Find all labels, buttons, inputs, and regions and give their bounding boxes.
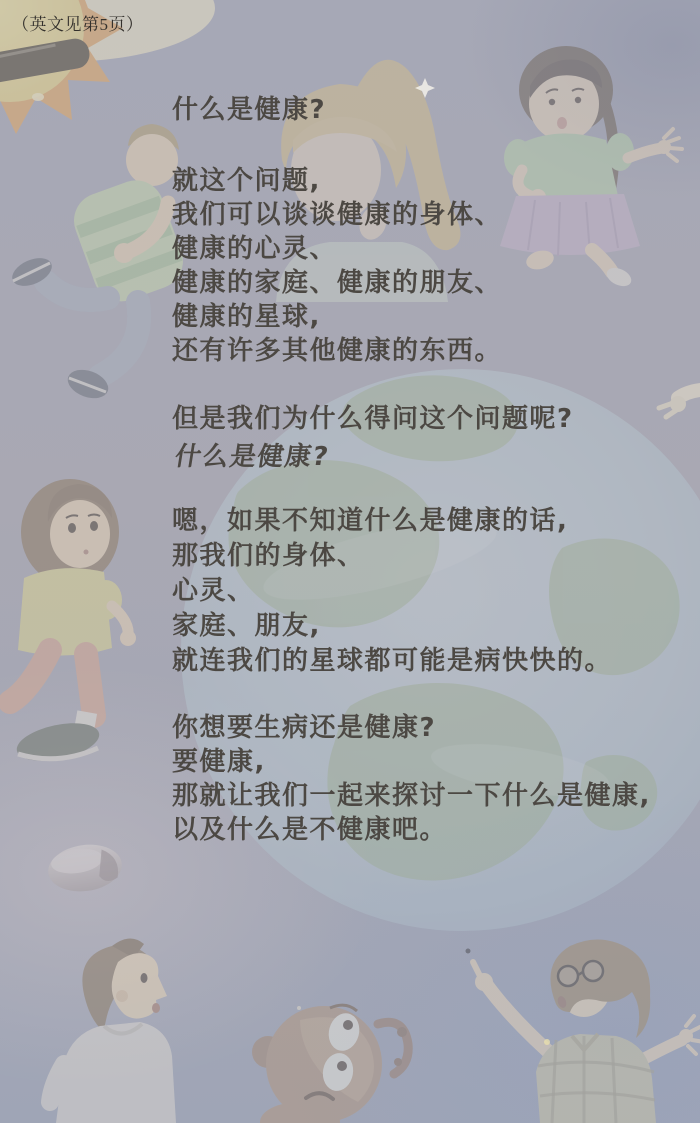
pointing-hand-illustration bbox=[659, 390, 700, 417]
text-line: 那我们的身体、 bbox=[172, 541, 365, 571]
text-line: 就连我们的星球都可能是病快快的。 bbox=[172, 646, 613, 676]
floating-girl-yellow-illustration bbox=[10, 479, 136, 767]
text-line: 我们可以谈谈健康的身体、 bbox=[172, 200, 503, 230]
floating-boy-white-illustration bbox=[50, 938, 176, 1123]
text-line: 就这个问题, bbox=[172, 166, 321, 196]
text-line: 心灵、 bbox=[172, 576, 255, 606]
text-line: 嗯，如果不知道什么是健康的话, bbox=[172, 506, 569, 536]
text-line: 那就让我们一起来探讨一下什么是健康, bbox=[172, 781, 651, 811]
paragraph-if-unknown bbox=[172, 504, 612, 679]
text-line: 家庭、朋友, bbox=[172, 611, 321, 641]
floating-boy-striped-illustration bbox=[8, 124, 191, 403]
paragraph-conclusion bbox=[172, 711, 651, 847]
text-line: 还有许多其他健康的东西。 bbox=[172, 336, 503, 366]
floating-boy-plaid-illustration bbox=[466, 939, 700, 1123]
text-line: 什么是健康? bbox=[172, 95, 327, 125]
creature-illustration bbox=[252, 1005, 408, 1123]
meteor-illustration bbox=[45, 840, 125, 896]
page-note: （英文见第5页） bbox=[12, 15, 144, 34]
paragraph-why-ask bbox=[172, 400, 574, 476]
floating-girl-green-illustration bbox=[500, 46, 682, 290]
text-line: 你想要生病还是健康? bbox=[172, 713, 437, 743]
text-line: 但是我们为什么得问这个问题呢? bbox=[172, 404, 574, 434]
text-line-italic: 什么是健康? bbox=[172, 442, 332, 472]
paragraph-title-question bbox=[172, 93, 326, 128]
text-line: 健康的星球, bbox=[172, 302, 321, 332]
text-line: 要健康, bbox=[172, 747, 266, 777]
text-line: 健康的心灵、 bbox=[172, 234, 338, 264]
text-line: 健康的家庭、健康的朋友、 bbox=[172, 268, 503, 298]
paragraph-about-health bbox=[172, 164, 502, 368]
text-line: 以及什么是不健康吧。 bbox=[172, 815, 448, 845]
